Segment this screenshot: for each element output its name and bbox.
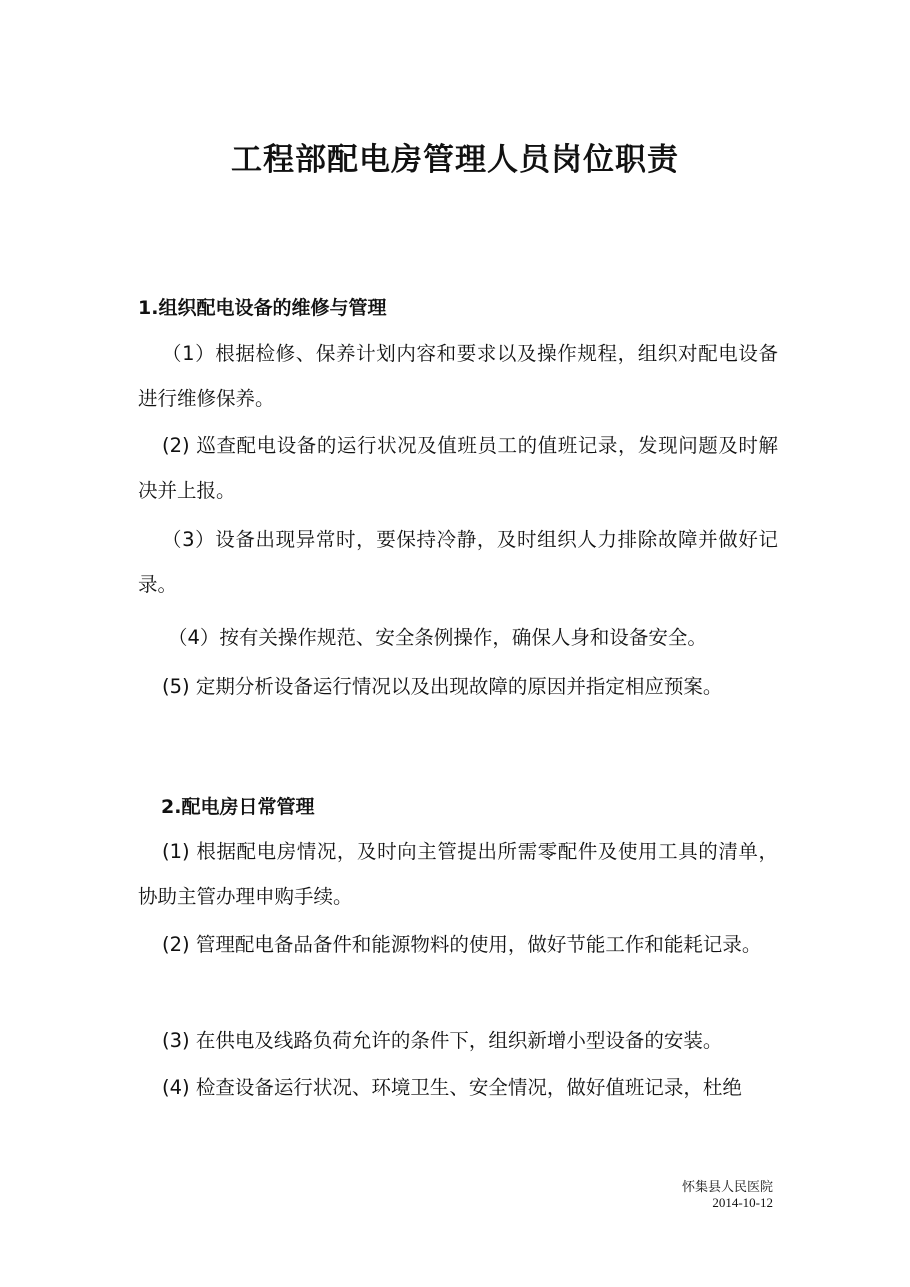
section-2-item-1: (1) 根据配电房情况，及时向主管提出所需零配件及使用工具的清单，协助主管办理申购手续。 — [138, 840, 778, 908]
section-2-item-4: (4) 检查设备运行状况、环境卫生、安全情况，做好值班记录，杜绝 — [162, 1076, 742, 1099]
footer-organization: 怀集县人民医院 — [681, 1180, 773, 1195]
section-1-item-4: （4）按有关操作规范、安全条例操作，确保人身和设备安全。 — [168, 626, 707, 649]
section-1-item-1: （1）根据检修、保养计划内容和要求以及操作规程，组织对配电设备进行维修保养。 — [138, 342, 778, 410]
footer-date: 2014-10-12 — [712, 1195, 773, 1210]
section-1-item-3: （3）设备出现异常时，要保持冷静，及时组织人力排除故障并做好记录。 — [138, 528, 778, 596]
section-heading-1: 1.组织配电设备的维修与管理 — [138, 297, 387, 319]
section-1-item-2: (2) 巡查配电设备的运行状况及值班员工的值班记录，发现问题及时解决并上报。 — [138, 434, 778, 502]
section-2-item-3: (3) 在供电及线路负荷允许的条件下，组织新增小型设备的安装。 — [162, 1029, 723, 1052]
section-heading-2: 2.配电房日常管理 — [161, 796, 315, 818]
section-2-item-2: (2) 管理配电备品备件和能源物料的使用，做好节能工作和能耗记录。 — [162, 933, 762, 956]
section-1-item-5: (5) 定期分析设备运行情况以及出现故障的原因并指定相应预案。 — [162, 675, 723, 698]
document-title: 工程部配电房管理人员岗位职责 — [231, 142, 679, 178]
